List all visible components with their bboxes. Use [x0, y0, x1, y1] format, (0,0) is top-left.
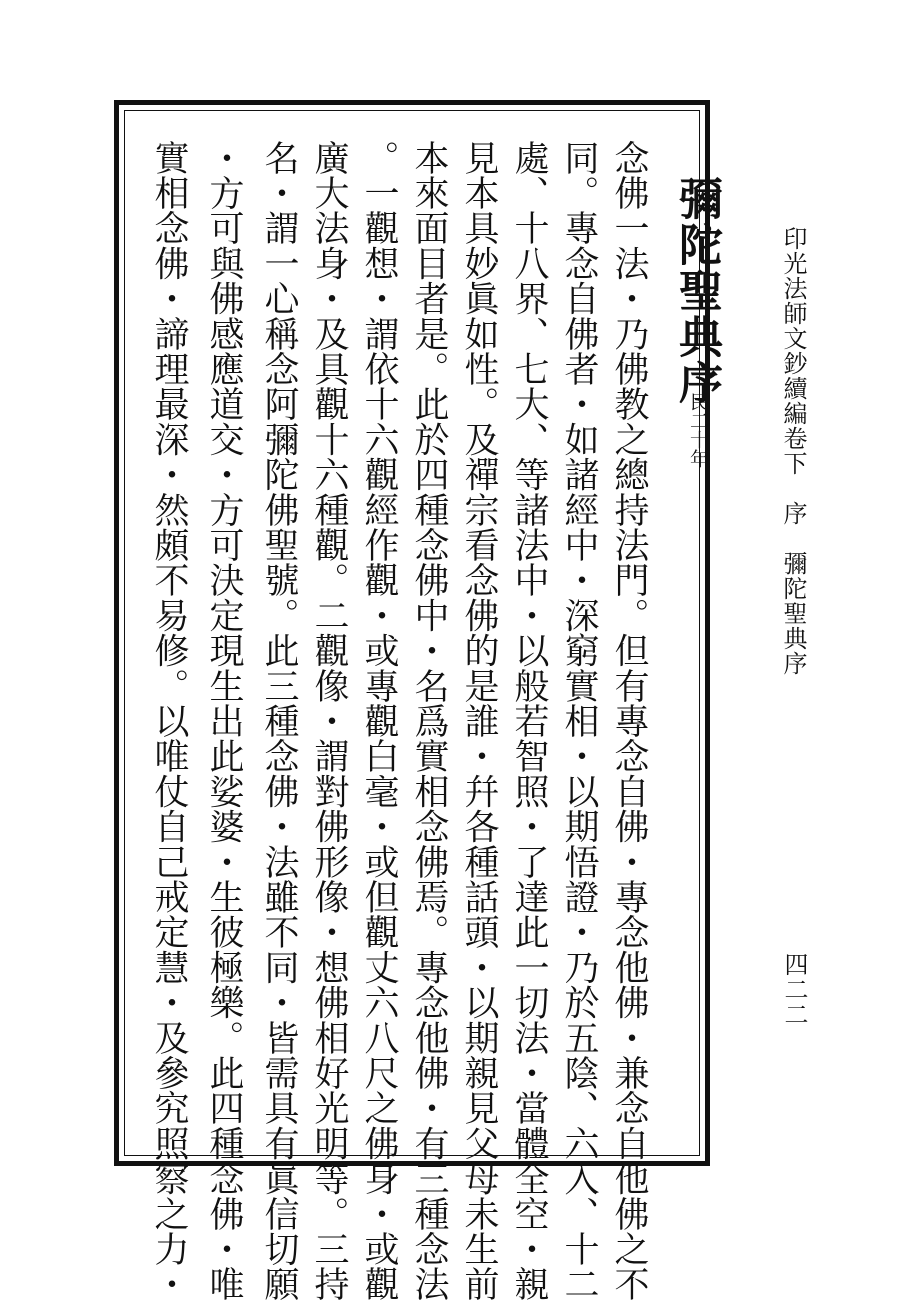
text-column-5: 本來面目者是。此於四種念佛中・名爲實相念佛焉。專念他佛・有三種念法	[409, 140, 449, 1302]
text-column-8: 名・謂一心稱念阿彌陀佛聖號。此三種念佛・法雖不同・皆需具有眞信切願	[259, 140, 299, 1302]
running-header: 印光法師文鈔續編卷下 序 彌陀聖典序	[779, 226, 807, 676]
text-column-2: 同。專念自佛者・如諸經中・深窮實相・以期悟證・乃於五陰、六入、十二	[559, 140, 599, 1302]
page-number: 四二二	[780, 952, 808, 1027]
text-column-4: 見本具妙眞如性。及禪宗看念佛的是誰・幷各種話頭・以期親見父母未生前	[459, 140, 499, 1302]
date-note: 民二十年	[687, 392, 709, 468]
text-column-3: 處、十八界、七大、等諸法中・以般若智照・了達此一切法・當體全空・親	[509, 140, 549, 1302]
text-column-9: ・方可與佛感應道交・方可決定現生出此娑婆・生彼極樂。此四種念佛・唯	[204, 140, 244, 1302]
text-column-6: 。一觀想・謂依十六觀經作觀・或專觀白毫・或但觀丈六八尺之佛身・或觀	[359, 140, 399, 1302]
text-column-10: 實相念佛・諦理最深・然頗不易修。以唯仗自己戒定慧・及參究照察之力・	[149, 140, 189, 1302]
text-column-1: 念佛一法・乃佛教之總持法門。但有專念自佛・專念他佛・兼念自他佛之不	[609, 140, 649, 1302]
page-title: 彌陀聖典序	[671, 176, 722, 406]
text-column-7: 廣大法身・及具觀十六種觀。二觀像・謂對佛形像・想佛相好光明等。三持	[309, 140, 349, 1302]
